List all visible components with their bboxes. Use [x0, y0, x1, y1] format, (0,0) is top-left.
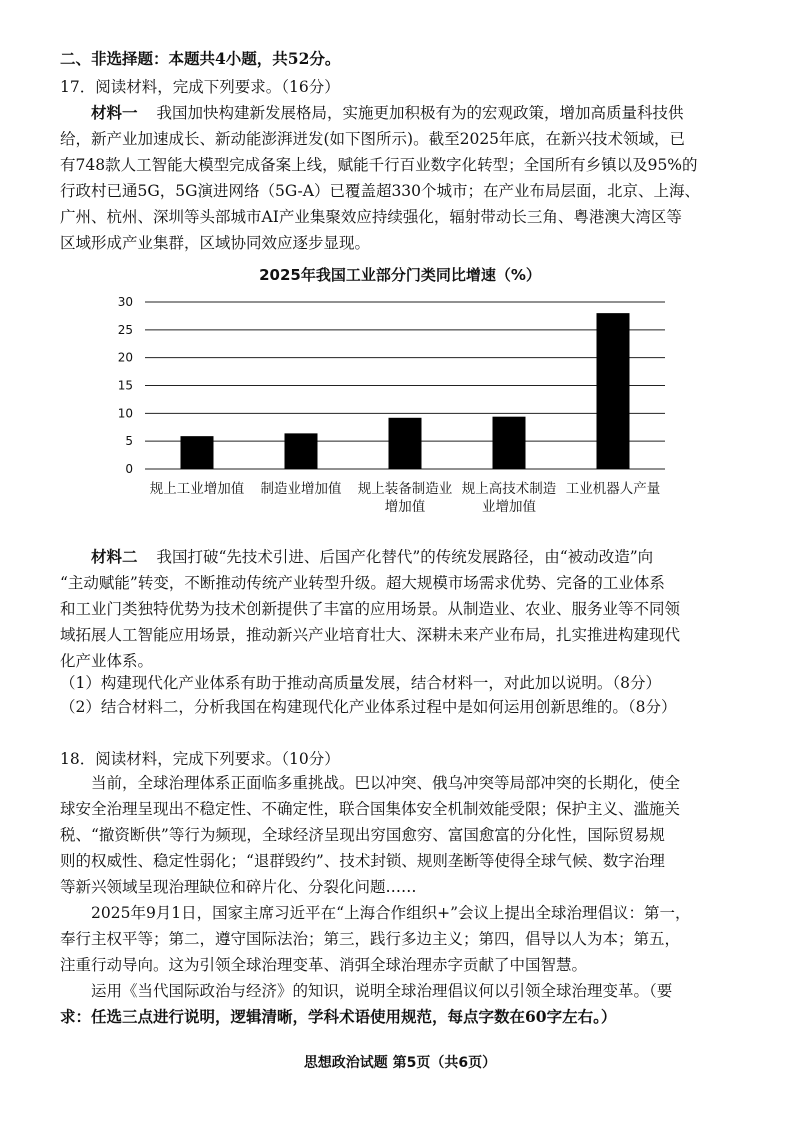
- q18-question-line: 运用《当代国际政治与经济》的知识，说明全球治理倡议何以引领全球治理变革。（要: [91, 982, 673, 1000]
- page-footer: 思想政治试题 第5页（共6页）: [303, 1055, 497, 1071]
- q17-question-2: （2）结合材料二，分析我国在构建现代化产业体系过程中是如何运用创新思维的。（8分）: [60, 698, 677, 716]
- bar: [597, 313, 630, 469]
- material2-text: 我国打破“先技术引进、后国产化替代”的传统发展路径，由“被动改造”向: [156, 548, 654, 566]
- q18-paragraph1-line: 则的权威性、稳定性弱化；“退群毁约”、技术封锁、规则垄断等使得全球气候、数字治理: [60, 852, 665, 870]
- q17-material2-line: 化产业体系。: [60, 652, 154, 670]
- y-tick-label: 0: [125, 462, 133, 476]
- q17-material1-line: 广州、杭州、深圳等头部城市AI产业集聚效应持续强化，辐射带动长三角、粤港澳大湾区等: [60, 208, 682, 226]
- q18-paragraph1-line: 当前，全球治理体系正面临多重挑战。巴以冲突、俄乌冲突等局部冲突的长期化，使全: [91, 774, 681, 792]
- x-category-label: 工业机器人产量: [565, 481, 661, 497]
- y-tick-label: 25: [117, 322, 133, 337]
- chart-title: 2025年我国工业部分门类同比增速（%）: [259, 266, 541, 284]
- q18-paragraph2-line: 2025年9月1日，国家主席习近平在“上海合作组织+”会议上提出全球治理倡议：第一，: [91, 904, 691, 922]
- q17-material1-line: 给，新产业加速成长、新动能澎湃迸发(如下图所示)。截至2025年底，在新兴技术领域，已: [60, 130, 686, 148]
- q17-material1-line: 区域形成产业集群，区域协同效应逐步显现。: [60, 234, 371, 252]
- bar: [181, 436, 214, 469]
- x-category-label: 制造业增加值: [260, 481, 342, 497]
- q17-question-1: （1）构建现代化产业体系有助于推动高质量发展，结合材料一，对此加以说明。（8分）: [60, 674, 661, 692]
- y-tick-label: 20: [117, 350, 133, 365]
- q17-material2-line: 域拓展人工智能应用场景，推动新兴产业培育壮大、深耕未来产业布局，扎实推进构建现代: [60, 626, 681, 644]
- material1-text: 我国加快构建新发展格局，实施更加积极有为的宏观政策，增加高质量科技供: [156, 104, 684, 122]
- q17-title: 17．阅读材料，完成下列要求。（16分）: [60, 78, 340, 96]
- x-category-label: 规上高技术制造业增加值: [461, 481, 557, 515]
- q17-material2-line: [91, 546, 653, 568]
- q18-question-line: 求：任选三点进行说明，逻辑清晰，学科术语使用规范，每点字数在60字左右。）: [60, 1007, 617, 1026]
- x-category-label: 规上工业增加值: [149, 481, 245, 497]
- q18-paragraph1-line: 球安全治理呈现出不稳定性、不确定性，联合国集体安全机制效能受限；保护主义、滥施关: [60, 800, 681, 818]
- q17-material2-line: “主动赋能”转变，不断推动传统产业转型升级。超大规模市场需求优势、完备的工业体系: [60, 574, 665, 592]
- q18-paragraph2-line: 奉行主权平等；第二，遵守国际法治；第三，践行多边主义；第四，倡导以人为本；第五，: [60, 930, 681, 948]
- bar: [285, 433, 318, 469]
- y-tick-label: 10: [117, 406, 133, 421]
- q17-material1-line: 行政村已通5G，5G演进网络（5G-A）已覆盖超330个城市；在产业布局层面，北京、上海、: [60, 182, 701, 200]
- section-header: 二、非选择题：本题共4小题，共52分。: [60, 49, 341, 68]
- y-tick-label: 5: [125, 434, 133, 449]
- material1-label: 材料一: [91, 103, 138, 122]
- q18-title: 18．阅读材料，完成下列要求。（10分）: [60, 750, 340, 768]
- q17-material1-line: 有748款人工智能大模型完成备案上线，赋能千行百业数字化转型；全国所有乡镇以及95%的: [60, 156, 698, 174]
- bar: [389, 418, 422, 469]
- x-category-label: 规上装备制造业增加值: [357, 481, 453, 515]
- bar: [493, 417, 526, 469]
- y-tick-label: 15: [117, 378, 133, 393]
- y-tick-label: 30: [117, 295, 133, 309]
- q18-paragraph1-line: 税、“撤资断供”等行为频现，全球经济呈现出穷国愈穷、富国愈富的分化性，国际贸易规: [60, 826, 665, 844]
- q18-paragraph2-line: 注重行动导向。这为引领全球治理变革、消弭全球治理赤字贡献了中国智慧。: [60, 956, 588, 974]
- q17-material2-line: 和工业门类独特优势为技术创新提供了丰富的应用场景。从制造业、农业、服务业等不同领: [60, 600, 681, 618]
- q17-material1-line: [91, 102, 740, 124]
- q18-paragraph1-line: 等新兴领域呈现治理缺位和碎片化、分裂化问题……: [60, 878, 417, 896]
- material2-label: 材料二: [91, 547, 138, 566]
- bar-chart: [0, 288, 800, 528]
